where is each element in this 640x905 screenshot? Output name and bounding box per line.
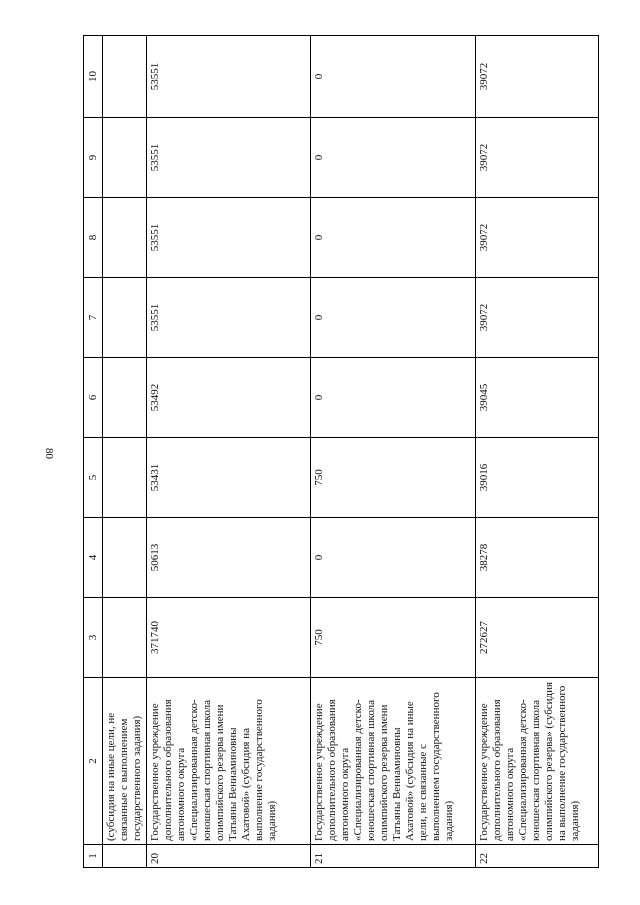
value-cell xyxy=(103,438,147,518)
value-cell: 53551 xyxy=(147,118,311,198)
value-cell: 371740 xyxy=(147,598,311,678)
value-cell: 272627 xyxy=(476,598,599,678)
value-cell: 53551 xyxy=(147,278,311,358)
header-cell: 6 xyxy=(84,358,103,438)
header-cell: 1 xyxy=(84,845,103,868)
value-cell: 750 xyxy=(311,598,476,678)
value-cell: 39072 xyxy=(476,118,599,198)
value-cell: 38278 xyxy=(476,518,599,598)
institution-name-cell: Государственное учреждение дополнительного образования автономного округа «Специализированная детско-юношеская спортивная школа олимпийского резерва имени Татьяны Вениаминовны Ахатовой» (субсидия на выполнение государственного задания) xyxy=(147,678,311,845)
institution-name-cell: (субсидия на иные цели, не связанные с выполнением государственного задания) xyxy=(103,678,147,845)
value-cell: 53431 xyxy=(147,438,311,518)
value-cell: 53551 xyxy=(147,36,311,118)
header-cell: 5 xyxy=(84,438,103,518)
value-cell xyxy=(103,278,147,358)
value-cell: 0 xyxy=(311,358,476,438)
row-number-cell: 22 xyxy=(476,845,599,868)
header-cell: 4 xyxy=(84,518,103,598)
table-row xyxy=(103,36,147,868)
value-cell: 53492 xyxy=(147,358,311,438)
header-cell: 10 xyxy=(84,36,103,118)
value-cell: 0 xyxy=(311,198,476,278)
value-cell: 39072 xyxy=(476,198,599,278)
row-number-cell: 20 xyxy=(147,845,311,868)
header-cell: 7 xyxy=(84,278,103,358)
value-cell: 39045 xyxy=(476,358,599,438)
value-cell: 39072 xyxy=(476,278,599,358)
row-number-cell xyxy=(103,845,147,868)
value-cell xyxy=(103,36,147,118)
value-cell xyxy=(103,198,147,278)
table-row xyxy=(147,36,311,868)
value-cell xyxy=(103,358,147,438)
data-table xyxy=(83,35,599,868)
value-cell: 0 xyxy=(311,278,476,358)
value-cell xyxy=(103,598,147,678)
header-cell: 8 xyxy=(84,198,103,278)
header-row xyxy=(84,36,103,868)
value-cell: 750 xyxy=(311,438,476,518)
value-cell: 0 xyxy=(311,36,476,118)
value-cell: 0 xyxy=(311,518,476,598)
row-number-cell: 21 xyxy=(311,845,476,868)
table-row xyxy=(476,36,599,868)
value-cell xyxy=(103,518,147,598)
header-cell: 9 xyxy=(84,118,103,198)
value-cell xyxy=(103,118,147,198)
value-cell: 39072 xyxy=(476,36,599,118)
institution-name-cell: Государственное учреждение дополнительного образования автономного округа «Специализированная детско-юношеская спортивная школа олимпийского резерва имени Татьяны Вениаминовны Ахатовой» (субсидия на иные цели, не связанные с выполнением государственного задания) xyxy=(311,678,476,845)
value-cell: 0 xyxy=(311,118,476,198)
institution-name-cell: Государственное учреждение дополнительного образования автономного округа «Специализированная детско-юношеская спортивная школа олимпийского резерва» (субсидия на выполнение государственного задания) xyxy=(476,678,599,845)
header-cell: 3 xyxy=(84,598,103,678)
table-rotated-container xyxy=(83,36,599,868)
value-cell: 39016 xyxy=(476,438,599,518)
page-number: 80 xyxy=(43,448,55,459)
value-cell: 50613 xyxy=(147,518,311,598)
table-row xyxy=(311,36,476,868)
header-cell: 2 xyxy=(84,678,103,845)
value-cell: 53551 xyxy=(147,198,311,278)
